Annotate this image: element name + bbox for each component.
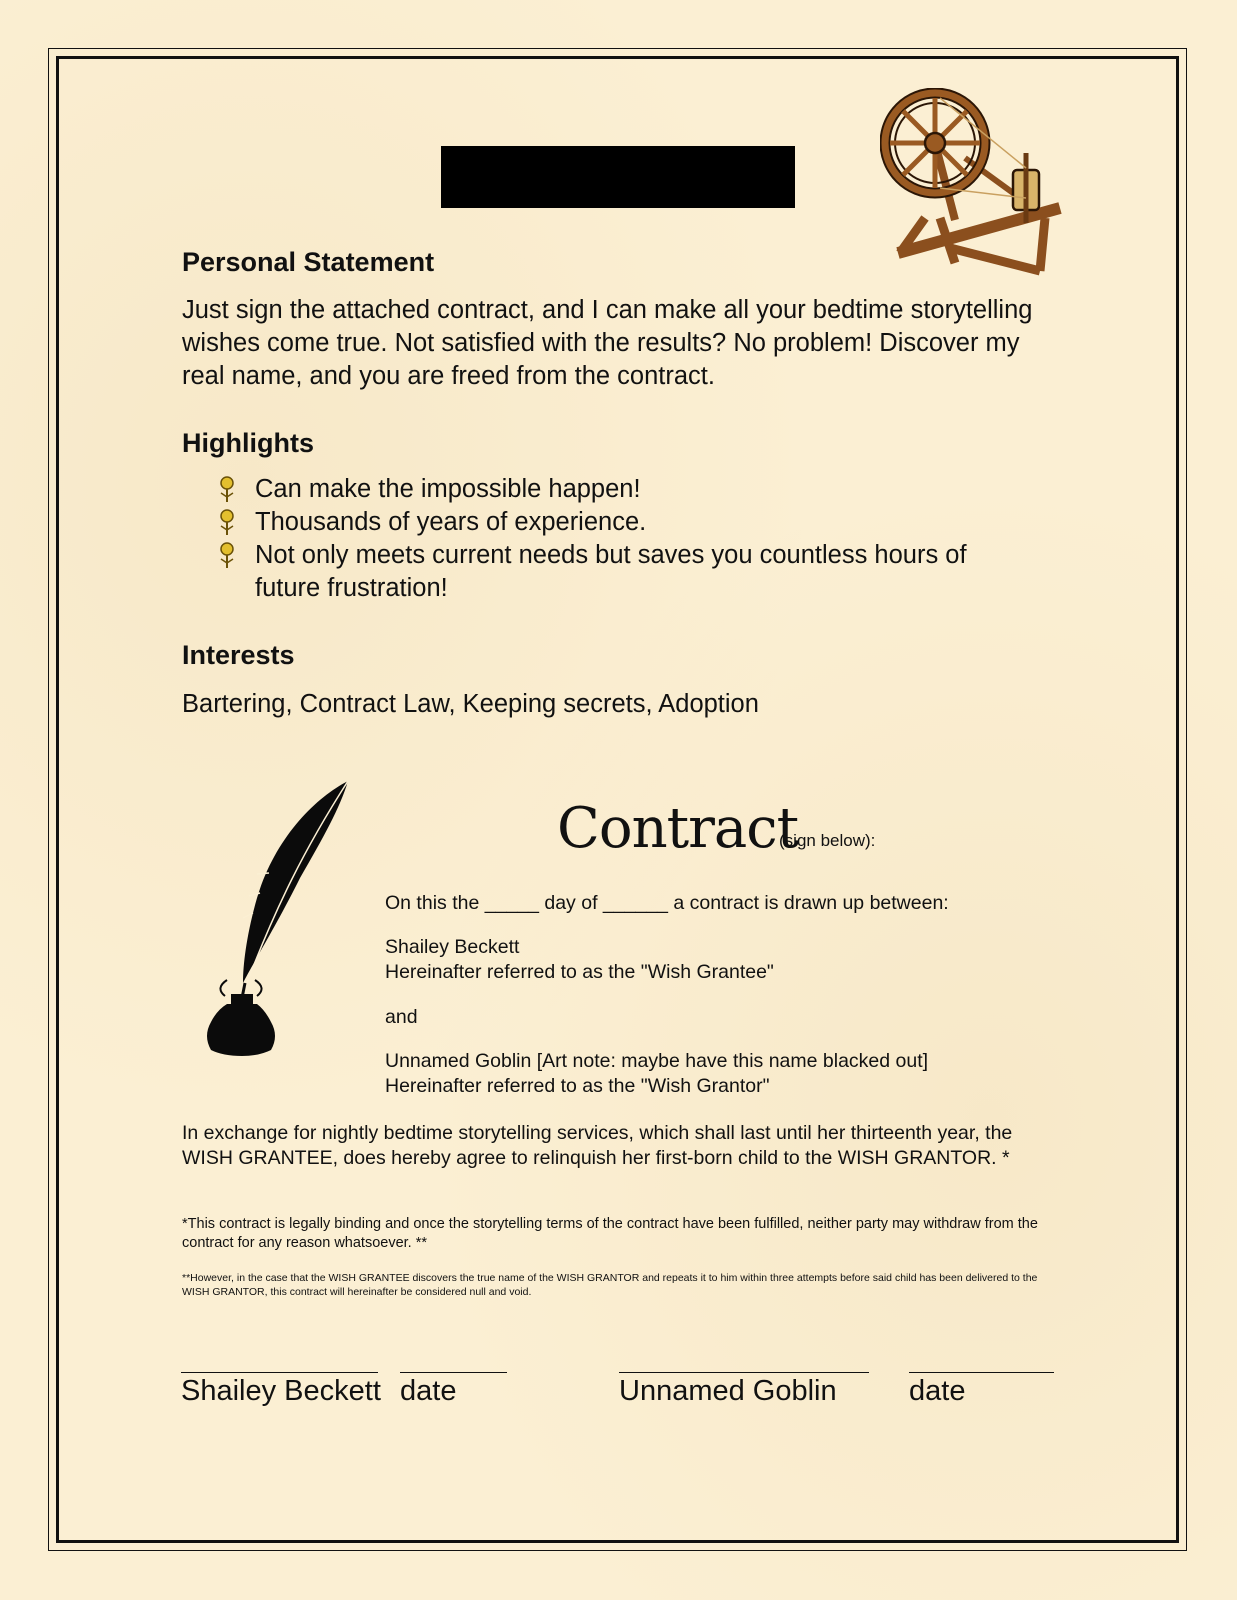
grantee-signature-line[interactable] <box>181 1372 378 1373</box>
spinning-wheel-icon <box>880 88 1076 284</box>
party1-role: Hereinafter referred to as the "Wish Grantee" <box>385 961 774 983</box>
sign-below-note: (sign below): <box>779 831 876 850</box>
contract-terms: In exchange for nightly bedtime storytelling services, which shall last until her thirteenth year, the WISH GRANTEE, does hereby agree to relinquish her first-born child to the WISH GRANTOR. * <box>182 1122 1013 1169</box>
highlight-text: Can make the impossible happen! <box>255 475 641 503</box>
contract-title: Contract <box>557 796 799 861</box>
list-item <box>215 539 1035 605</box>
grantor-date-line[interactable] <box>909 1372 1054 1373</box>
personal-statement-heading: Personal Statement <box>182 247 435 277</box>
highlights-list <box>215 473 1035 605</box>
grantor-signature-label: Unnamed Goblin <box>619 1375 837 1407</box>
footnote-2: **However, in the case that the WISH GRANTEE discovers the true name of the WISH GRANTOR and repeats it to him within three attempts before said child has been delivered to the WISH GRANTOR, this contract will hereinafter be considered null and void. <box>182 1272 1038 1298</box>
redacted-name-block <box>441 146 795 208</box>
highlight-text: Not only meets current needs but saves you countless hours of future frustration! <box>255 541 967 602</box>
grantee-date-label: date <box>400 1375 457 1407</box>
party1-name: Shailey Beckett <box>385 936 520 958</box>
wheat-bullet-icon <box>215 475 239 503</box>
list-item <box>215 506 1035 539</box>
grantor-date-label: date <box>909 1375 966 1407</box>
highlight-text: Thousands of years of experience. <box>255 508 647 536</box>
quill-inkwell-icon <box>205 778 355 1058</box>
grantee-date-line[interactable] <box>400 1372 507 1373</box>
party2-name: Unnamed Goblin [Art note: maybe have this name blacked out] <box>385 1050 929 1072</box>
wheat-bullet-icon <box>215 541 239 569</box>
interests-text: Bartering, Contract Law, Keeping secrets, Adoption <box>182 690 759 718</box>
and-text: and <box>385 1006 418 1028</box>
grantee-signature-label: Shailey Beckett <box>181 1375 381 1407</box>
grantor-signature-line[interactable] <box>619 1372 869 1373</box>
footnote-1: *This contract is legally binding and once the storytelling terms of the contract have been fulfilled, neither party may withdraw from the contract for any reason whatsoever. ** <box>182 1216 1038 1251</box>
contract-opening: On this the _____ day of ______ a contract is drawn up between: <box>385 892 949 914</box>
list-item <box>215 473 1035 506</box>
party2-role: Hereinafter referred to as the "Wish Grantor" <box>385 1075 770 1097</box>
highlights-heading: Highlights <box>182 428 314 458</box>
interests-heading: Interests <box>182 640 295 670</box>
wheat-bullet-icon <box>215 508 239 536</box>
personal-statement-text: Just sign the attached contract, and I can make all your bedtime storytelling wishes come true. Not satisfied with the results? No problem! Discover my real name, and you are freed from the contract. <box>182 296 1033 390</box>
